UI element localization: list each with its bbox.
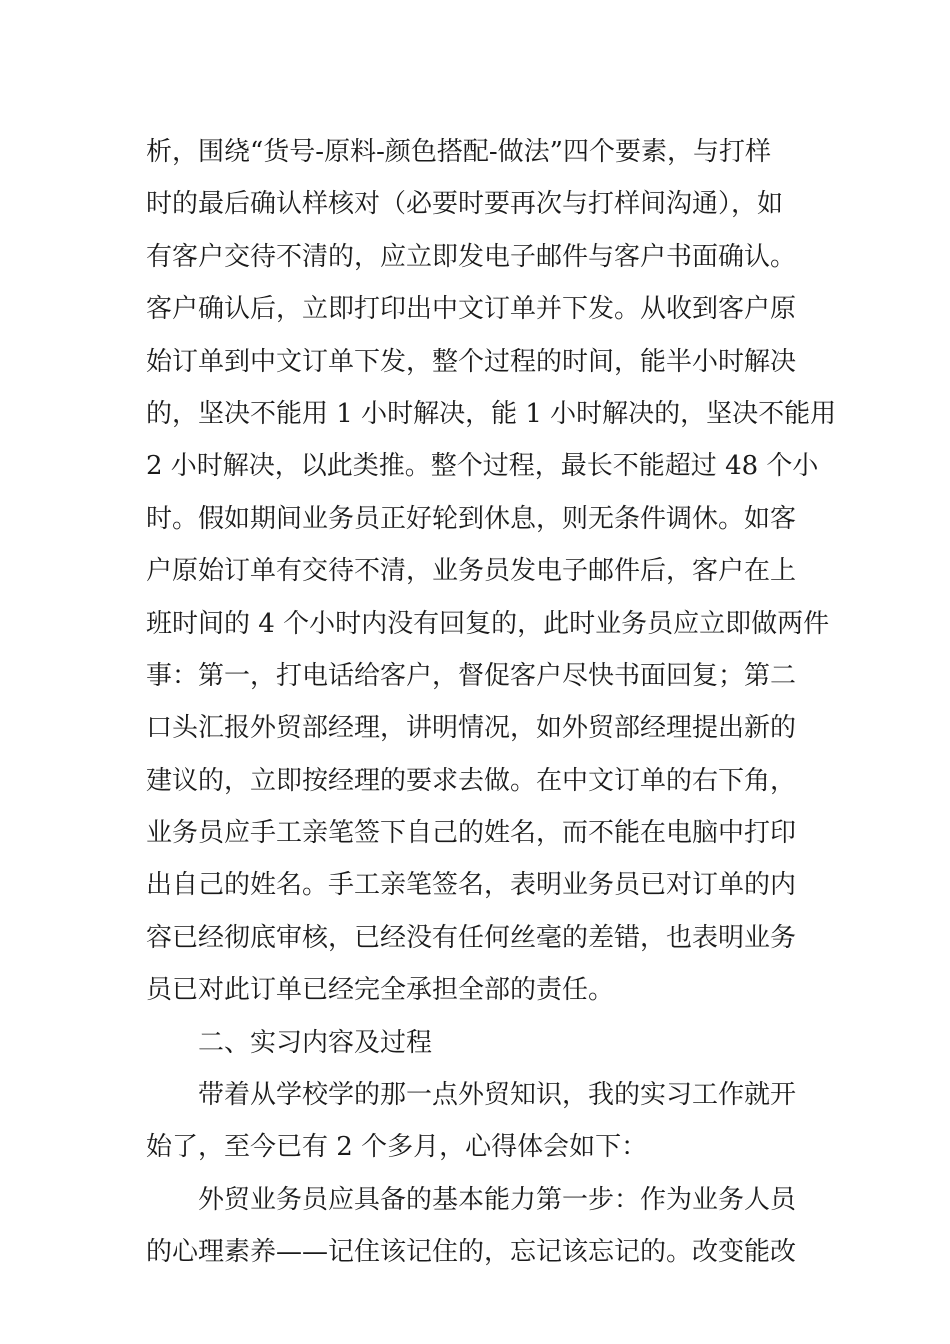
section-heading: 二、实习内容及过程 xyxy=(198,1027,433,1058)
text-line: 员已对此订单已经完全承担全部的责任。 xyxy=(146,975,615,1006)
text-line: 始订单到中文订单下发，整个过程的时间，能半小时解决 xyxy=(146,346,797,377)
text-line: 业务员应手工亲笔签下自己的姓名，而不能在电脑中打印 xyxy=(146,818,797,849)
text-line: 的心理素养——记住该记住的，忘记该忘记的。改变能改 xyxy=(146,1237,797,1268)
text-line: 口头汇报外贸部经理，讲明情况，如外贸部经理提出新的 xyxy=(146,713,797,744)
text-line: 班时间的 4 个小时内没有回复的，此时业务员应立即做两件 xyxy=(146,608,830,639)
body-text xyxy=(146,126,837,1279)
text-line: 带着从学校学的那一点外贸知识，我的实习工作就开 xyxy=(198,1080,797,1111)
text-line: 的，坚决不能用 1 小时解决，能 1 小时解决的，坚决不能用 xyxy=(146,398,837,429)
text-line: 客户确认后，立即打印出中文订单并下发。从收到客户原 xyxy=(146,294,797,325)
text-line: 时。假如期间业务员正好轮到休息，则无条件调休。如客 xyxy=(146,503,797,534)
text-line: 户原始订单有交待不清，业务员发电子邮件后，客户在上 xyxy=(146,556,797,587)
text-line: 始了，至今已有 2 个多月，心得体会如下： xyxy=(146,1132,648,1163)
text-line: 析，围绕“货号-原料-颜色搭配-做法”四个要素，与打样 xyxy=(146,137,771,167)
text-line: 建议的，立即按经理的要求去做。在中文订单的右下角， xyxy=(146,765,797,796)
text-line: 时的最后确认样核对（必要时要再次与打样间沟通），如 xyxy=(146,189,784,220)
text-line: 2 小时解决，以此类推。整个过程，最长不能超过 48 个小 xyxy=(146,451,819,482)
text-line: 事：第一，打电话给客户，督促客户尽快书面回复；第二 xyxy=(146,660,797,691)
text-line: 外贸业务员应具备的基本能力第一步：作为业务人员 xyxy=(198,1184,797,1215)
text-line: 出自己的姓名。手工亲笔签名，表明业务员已对订单的内 xyxy=(146,870,797,901)
text-line: 容已经彻底审核，已经没有任何丝毫的差错，也表明业务 xyxy=(146,922,797,953)
text-line: 有客户交待不清的，应立即发电子邮件与客户书面确认。 xyxy=(146,241,797,272)
